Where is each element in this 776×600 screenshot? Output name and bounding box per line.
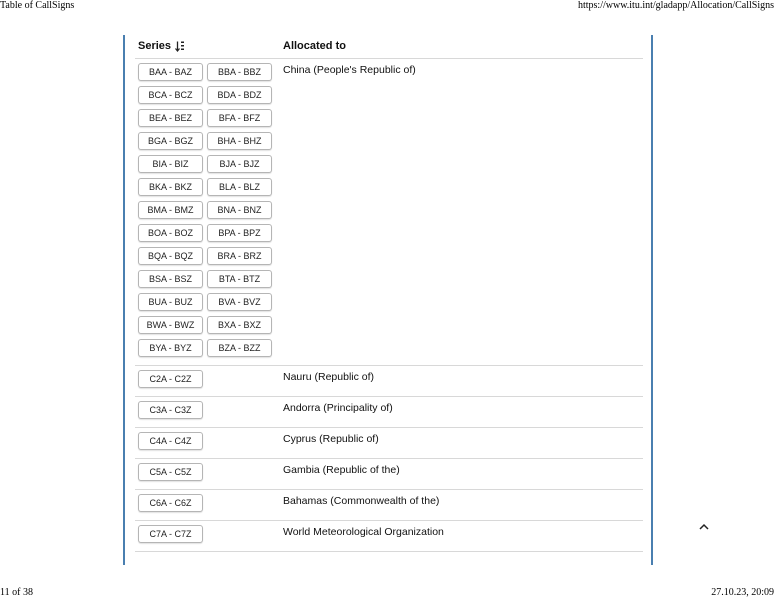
table-row — [135, 490, 643, 521]
print-footer-page: 11 of 38 — [0, 587, 33, 598]
table-header — [135, 36, 643, 59]
callsign-series-button[interactable]: BTA - BTZ — [207, 270, 272, 288]
allocated-country: China (People's Republic of) — [283, 64, 416, 76]
callsign-series-button[interactable]: BGA - BGZ — [138, 132, 203, 150]
callsign-series-button[interactable]: BAA - BAZ — [138, 63, 203, 81]
table-row — [135, 59, 643, 366]
callsign-series-button[interactable]: BHA - BHZ — [207, 132, 272, 150]
sort-descending-icon[interactable] — [175, 41, 185, 52]
callsign-series-button[interactable]: BLA - BLZ — [207, 178, 272, 196]
callsign-series-button[interactable]: BZA - BZZ — [207, 339, 272, 357]
callsign-series-button[interactable]: C6A - C6Z — [138, 494, 203, 512]
allocated-country: Bahamas (Commonwealth of the) — [283, 495, 440, 507]
callsign-series-button[interactable]: BPA - BPZ — [207, 224, 272, 242]
callsign-series-button[interactable]: C5A - C5Z — [138, 463, 203, 481]
table-row — [135, 428, 643, 459]
table-row — [135, 459, 643, 490]
allocated-country: Gambia (Republic of the) — [283, 464, 400, 476]
callsign-series-button[interactable]: BBA - BBZ — [207, 63, 272, 81]
callsign-series-button[interactable]: BUA - BUZ — [138, 293, 203, 311]
table-row — [135, 366, 643, 397]
allocated-column-header: Allocated to — [283, 40, 346, 52]
callsign-series-button[interactable]: C2A - C2Z — [138, 370, 203, 388]
callsign-series-button[interactable]: BKA - BKZ — [138, 178, 203, 196]
table-row — [135, 521, 643, 552]
callsign-series-button[interactable]: BJA - BJZ — [207, 155, 272, 173]
callsigns-table — [135, 36, 643, 552]
table-row — [135, 397, 643, 428]
right-border-line — [651, 35, 653, 565]
left-border-line — [123, 35, 125, 565]
callsign-series-button[interactable]: BWA - BWZ — [138, 316, 203, 334]
series-column-header[interactable] — [138, 40, 185, 52]
callsign-series-button[interactable]: BDA - BDZ — [207, 86, 272, 104]
callsign-series-button[interactable]: BIA - BIZ — [138, 155, 203, 173]
print-footer-datetime: 27.10.23, 20:09 — [711, 587, 774, 598]
print-header-title: Table of CallSigns — [0, 0, 75, 11]
callsign-series-button[interactable]: BYA - BYZ — [138, 339, 203, 357]
callsign-series-button[interactable]: BEA - BEZ — [138, 109, 203, 127]
allocated-country: Andorra (Principality of) — [283, 402, 393, 414]
callsign-series-button[interactable]: BMA - BMZ — [138, 201, 203, 219]
callsign-series-button[interactable]: BFA - BFZ — [207, 109, 272, 127]
allocated-country: Nauru (Republic of) — [283, 371, 375, 383]
callsign-series-button[interactable]: BVA - BVZ — [207, 293, 272, 311]
callsign-series-button[interactable]: C7A - C7Z — [138, 525, 203, 543]
callsign-series-button[interactable]: BOA - BOZ — [138, 224, 203, 242]
chevron-up-icon[interactable] — [697, 521, 711, 533]
allocated-country: World Meteorological Organization — [283, 526, 444, 538]
series-header-label: Series — [138, 40, 172, 52]
callsign-series-button[interactable]: BCA - BCZ — [138, 86, 203, 104]
callsign-series-button[interactable]: BRA - BRZ — [207, 247, 272, 265]
callsign-series-button[interactable]: BXA - BXZ — [207, 316, 272, 334]
callsign-series-button[interactable]: BSA - BSZ — [138, 270, 203, 288]
allocated-country: Cyprus (Republic of) — [283, 433, 379, 445]
callsign-series-button[interactable]: C4A - C4Z — [138, 432, 203, 450]
callsign-series-button[interactable]: C3A - C3Z — [138, 401, 203, 419]
callsign-series-button[interactable]: BQA - BQZ — [138, 247, 203, 265]
print-header-url: https://www.itu.int/gladapp/Allocation/CallSigns — [577, 0, 774, 11]
callsign-series-button[interactable]: BNA - BNZ — [207, 201, 272, 219]
